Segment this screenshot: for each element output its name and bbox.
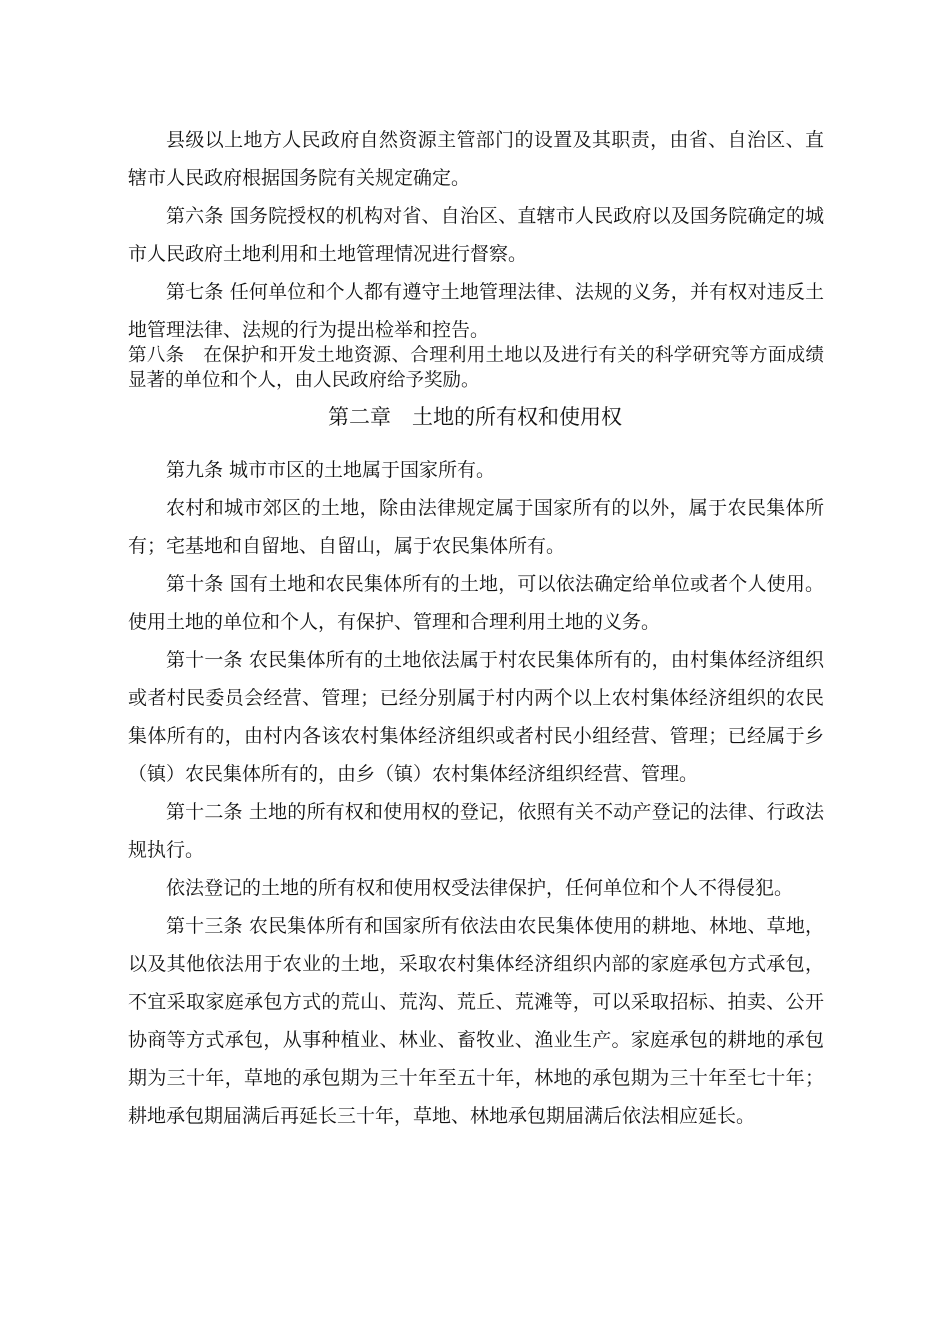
- paragraph: 县级以上地方人民政府自然资源主管部门的设置及其职责，由省、自治区、直辖市人民政府根据国务院有关规定确定。: [128, 129, 824, 189]
- bottom-paragraphs: [128, 451, 824, 1135]
- top-paragraphs: [128, 121, 824, 349]
- article-8-block: [128, 343, 824, 393]
- article-11: 第十一条 农民集体所有的土地依法属于村农民集体所有的，由村集体经济组织或者村民委员会经营、管理；已经分别属于村内两个以上农村集体经济组织的农民集体所有的，由村内各该农村集体经济组织或者村民小组经营、管理；已经属于乡（镇）农民集体所有的，由乡（镇）农村集体经济组织经营、管理。: [128, 649, 824, 785]
- article-7: 第七条 任何单位和个人都有遵守土地管理法律、法规的义务，并有权对违反土地管理法律、法规的行为提出检举和控告。: [128, 281, 824, 341]
- chapter-heading: 第二章 土地的所有权和使用权: [328, 405, 622, 429]
- article-8: 第八条 在保护和开发土地资源、合理利用土地以及进行有关的科学研究等方面成绩显著的单位和个人，由人民政府给予奖励。: [128, 345, 824, 391]
- paragraph: 依法登记的土地的所有权和使用权受法律保护，任何单位和个人不得侵犯。: [166, 877, 794, 899]
- article-10: 第十条 国有土地和农民集体所有的土地，可以依法确定给单位或者个人使用。使用土地的单位和个人，有保护、管理和合理利用土地的义务。: [128, 573, 824, 633]
- article-13: 第十三条 农民集体所有和国家所有依法由农民集体使用的耕地、林地、草地，以及其他依法用于农业的土地，采取农村集体经济组织内部的家庭承包方式承包，不宜采取家庭承包方式的荒山、荒沟、荒丘、荒滩等，可以采取招标、拍卖、公开协商等方式承包，从事种植业、林业、畜牧业、渔业生产。家庭承包的耕地的承包期为三十年，草地的承包期为三十年至五十年，林地的承包期为三十年至七十年；耕地承包期届满后再延长三十年，草地、林地承包期届满后依法相应延长。: [128, 915, 824, 1127]
- article-9: 第九条 城市市区的土地属于国家所有。: [166, 459, 496, 481]
- paragraph: 农村和城市郊区的土地，除由法律规定属于国家所有的以外，属于农民集体所有；宅基地和自留地、自留山，属于农民集体所有。: [128, 497, 824, 557]
- article-12: 第十二条 土地的所有权和使用权的登记，依照有关不动产登记的法律、行政法规执行。: [128, 801, 824, 861]
- article-6: 第六条 国务院授权的机构对省、自治区、直辖市人民政府以及国务院确定的城市人民政府土地利用和土地管理情况进行督察。: [128, 205, 824, 265]
